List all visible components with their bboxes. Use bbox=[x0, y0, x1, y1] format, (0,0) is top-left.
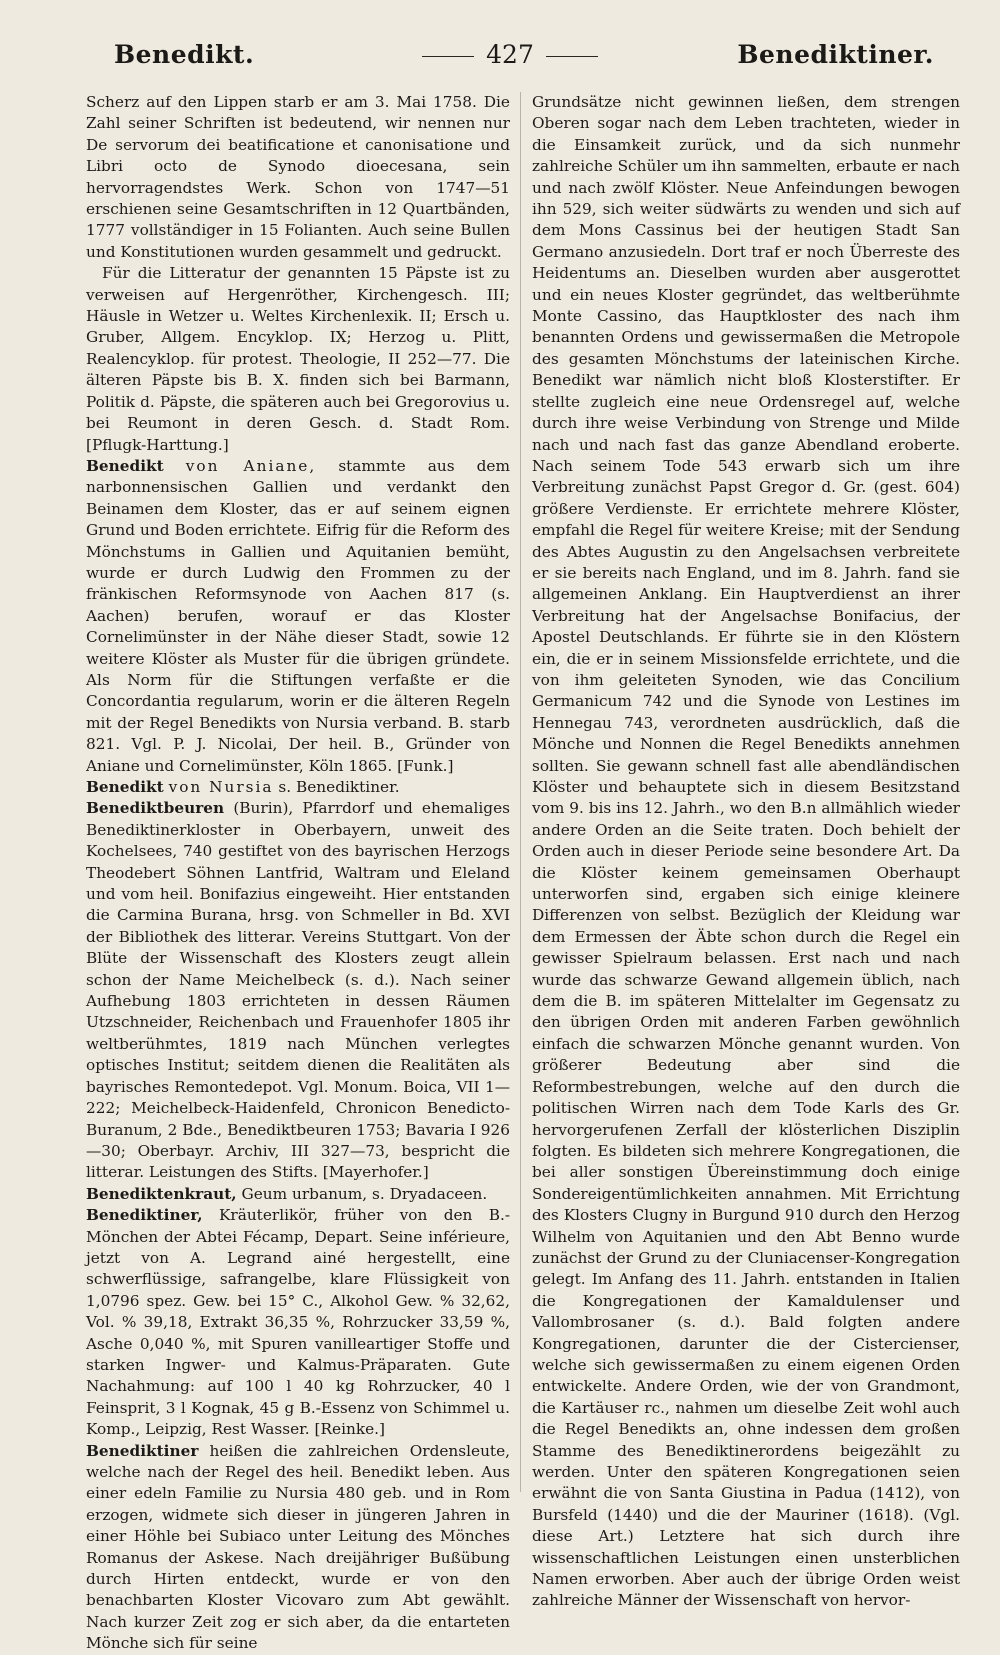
entry-headword: Benediktbeuren bbox=[86, 799, 225, 818]
entry-headword-suffix: von Aniane, bbox=[185, 456, 317, 475]
author-signature: [Pflugk-Harttung.] bbox=[86, 435, 229, 454]
entry-text: Geum urbanum, s. Dryadaceen. bbox=[241, 1184, 488, 1203]
paragraph-text: Für die Litteratur der genannten 15 Päpste ist zu verweisen auf Hergenröther, Kirchengesch. III; Häusle in Wetzer u. Weltes Kirchenlexik. II; Ersch u. Gruber, Allgem. Encyklop. IX; Herzog u. Plitt, Realencyklop. für protest. Theologie, II 252—77. Die älteren Päpste bis B. X. finden sich bei Barmann, Politik d. Päpste, die späteren auch bei Gregorovius u. bei Reumont in deren Gesch. d. Stadt Rom. bbox=[86, 264, 510, 433]
entry-benediktenkraut bbox=[86, 1184, 510, 1205]
paragraph: Grundsätze nicht gewinnen ließen, dem strengen Oberen sogar nach dem Leben trachteten, wieder in die Einsamkeit zurück, und da sich nunmehr zahlreiche Schüler um ihn sammelten, erbaute er nach und nach zwölf Klöster. Neue Anfeindungen bewogen ihn 529, sich weiter südwärts zu wenden und sich auf dem Mons Cassinus bei der heutigen Stadt San Germano anzusiedeln. Dort traf er noch Überreste des Heidentums an. Dieselben wurden aber ausgerottet und ein neues Kloster gegründet, das weltberühmte Monte Cassino, das Hauptkloster des nach ihm benannten Ordens und gewissermaßen die Metropole des gesamten Mönchstums der lateinischen Kirche. Benedikt war nämlich nicht bloß Klosterstifter. Er stellte zugleich eine neue Ordensregel auf, welche durch ihre weise Verbindung von Strenge und Milde nach und nach fast das ganze Abendland eroberte. Nach seinem Tode 543 erwarb sich um ihre Verbreitung zunächst Papst Gregor d. Gr. (gest. 604) größere Verdienste. Er errichtete mehrere Klöster, empfahl die Regel für weitere Kreise; mit der Sendung des Abtes Augustin zu den Angelsachsen verbreitete er sie bereits nach England, und im 8. Jahrh. fand sie allgemeinen Anklang. Ein Hauptverdienst an ihrer Verbreitung hat der Angelsachse Bonifacius, der Apostel Deutschlands. Er führte sie in den Klöstern ein, die er in seinem Missionsfelde errichtete, und die von ihm geleiteten Synoden, wie das Concilium Germanicum 742 und die Synode von Lestines im Hennegau 743, verordneten ausdrücklich, daß die Mönche und Nonnen die Regel Benedikts annehmen sollten. Sie gewann schnell fast alle abendländischen Klöster und behauptete sich in diesem Besitzstand vom 9. bis ins 12. Jahrh., wo den B.n allmählich wieder andere Orden an die Seite traten. Doch behielt der Orden auch in dieser Periode seine besondere Art. Da die Klöster keinem gemeinsamen Oberhaupt unterworfen sind, ergaben sich einige kleinere Differenzen von selbst. Bezüglich der Kleidung war dem Ermessen der Äbte schon durch die Regel ein gewisser Spielraum belassen. Erst nach und nach wurde das schwarze Gewand allgemein üblich, nach dem die B. im späteren Mittelalter im Gegensatz zu den übrigen Orden mit anderen Farben gewöhnlich einfach die schwarzen Mönche genannt wurden. Von größerer Bedeutung aber sind die Reformbestrebungen, welche auf den durch die politischen Wirren nach dem Tode Karls des Gr. hervorgerufenen Zerfall der klösterlichen Disziplin folgten. Es bildeten sich mehrere Kongregationen, die bei aller sonstigen Übereinstimmung doch einige Sondereigentümlichkeiten annahmen. Mit Errichtung des Klosters Clugny in Burgund 910 durch den Herzog Wilhelm von Aquitanien und den Abt Benno wurde zunächst der Grund zu der Cluniacenser-Kongregation gelegt. Im Anfang des 11. Jahrh. entstanden in Italien die Kongregationen der Kamaldulenser und Vallombrosaner (s. d.). Bald folgten andere Kongregationen, darunter die der Cistercienser, welche sich gewissermaßen zu einem eigenen Orden entwickelte. Andere Orden, wie der von Grandmont, die Kartäuser rc., nahmen um dieselbe Zeit wohl auch die Regel Benedikts an, ohne indessen dem großen Stamme des Benediktinerordens beigezählt zu werden. Unter den späteren Kongregationen seien erwähnt die von Santa Giustina in Padua (1412), von Bursfeld (1440) und die der Mauriner (1618). (Vgl. diese Art.) Letztere hat sich durch ihre wissenschaftlichen Leistungen einen unsterblichen Namen erworben. Aber auch der übrige Orden weist zahlreiche Männer der Wissenschaft von hervor- bbox=[532, 93, 960, 1610]
entry-text: (Burin), Pfarrdorf und ehemaliges Benediktinerkloster in Oberbayern, unweit des Kochelsees, 740 gestiftet von des bayrischen Herzogs Theodebert Söhnen Lantfrid, Waltram und Eleland und vom heil. Bonifazius eingeweiht. Hier entstanden die Carmina Burana, hrsg. von Schmeller in Bd. XVI der Bibliothek des litterar. Vereins Stuttgart. Von der Blüte der Wissenschaft des Klosters zeugt allein schon der Name Meichelbeck (s. d.). Nach seiner Aufhebung 1803 errichteten in dessen Räumen Utzschneider, Reichenbach und Frauenhofer 1805 ihr weltberühmtes, 1819 nach München verlegtes optisches Institut; seitdem dienen die Realitäten als bayrisches Remontedepot. Vgl. Monum. Boica, VII 1—222; Meichelbeck-Haidenfeld, Chronicon Benedicto-Buranum, 2 Bde., Benediktbeuren 1753; Bavaria I 926—30; Oberbayr. Archiv, III 327—73, bespricht die litterar. Leistungen des Stifts. bbox=[86, 799, 510, 1182]
author-signature: [Funk.] bbox=[397, 756, 454, 775]
entry-benediktbeuren bbox=[86, 798, 510, 1183]
entry-headword: Benedikt bbox=[86, 778, 164, 796]
header-rule-left bbox=[422, 56, 474, 57]
left-column bbox=[86, 92, 510, 1653]
right-running-head: Benediktiner. bbox=[737, 40, 934, 69]
left-running-head: Benedikt. bbox=[114, 40, 255, 69]
author-signature: [Mayerhofer.] bbox=[322, 1163, 429, 1182]
right-column bbox=[532, 92, 960, 1610]
entry-benedikt-nursia bbox=[86, 777, 510, 798]
entry-headword: Benediktiner bbox=[86, 1441, 199, 1460]
entry-headword: Benedikt bbox=[86, 456, 164, 475]
header-rule-right bbox=[546, 56, 598, 57]
entry-text: s. Benediktiner. bbox=[278, 778, 400, 796]
paragraph: Scherz auf den Lippen starb er am 3. Mai 1758. Die Zahl seiner Schriften ist bedeutend, wir nennen nur De servorum dei beatificatione et canonisatione und Libri octo de Synodo dioecesana, sein hervorragendstes Werk. Schon von 1747—51 erschienen seine Gesamtschriften in 12 Quartbänden, 1777 vollständiger in 15 Folianten. Auch seine Bullen und Konstitutionen wurden gesammelt und gedruckt. bbox=[86, 93, 510, 261]
entry-benedikt-aniane bbox=[86, 456, 510, 777]
page-number: 427 bbox=[486, 40, 534, 69]
entry-benediktiner-likoer bbox=[86, 1205, 510, 1440]
entry-text: Kräuterlikör, früher von den B.-Mönchen der Abtei Fécamp, Depart. Seine inférieure, jetzt von A. Legrand ainé hergestellt, eine schwerflüssige, safrangelbe, klare Flüssigkeit von 1,0796 spez. Gew. bei 15° C., Alkohol Gew. % 32,62, Vol. % 39,18, Extrakt 36,35 %, Rohrzucker 33,59 %, Asche 0,040 %, mit Spuren vanilleartiger Stoffe und starken Ingwer- und Kalmus-Präparaten. Gute Nachahmung: auf 100 l 40 kg Rohrzucker, 40 l Feinsprit, 3 l Kognak, 45 g B.-Essenz von Schimmel u. Komp., Leipzig, Rest Wasser. bbox=[86, 1206, 510, 1439]
entry-headword-suffix: von Nursia bbox=[168, 778, 274, 796]
author-signature: [Reinke.] bbox=[314, 1420, 385, 1439]
entry-headword: Benediktiner, bbox=[86, 1206, 203, 1225]
entry-headword: Benediktenkraut, bbox=[86, 1184, 237, 1203]
entry-benediktiner-orden bbox=[86, 1441, 510, 1655]
entry-text: heißen die zahlreichen Ordensleute, welche nach der Regel des heil. Benedikt leben. Aus einer edeln Familie zu Nursia 480 geb. und in Rom erzogen, widmete sich dieser in jüngeren Jahren in einer Höhle bei Subiaco unter Leitung des Mönches Romanus der Askese. Nach dreijähriger Bußübung durch Hirten entdeckt, wurde er von den benachbarten Kloster Vicovaro zum Abt gewählt. Nach kurzer Zeit zog er sich aber, da die entarteten Mönche sich für seine bbox=[86, 1441, 510, 1653]
entry-text: stammte aus dem narbonnensischen Gallien und verdankt den Beinamen dem Kloster, das er auf seinem eignen Grund und Boden errichtete. Eifrig für die Reform des Mönchstums in Gallien und Aquitanien bemüht, wurde er durch Ludwig den Frommen zu der fränkischen Reformsynode von Aachen 817 (s. Aachen) berufen, worauf er das Kloster Cornelimünster in der Nähe dieser Stadt, sowie 12 weitere Klöster als Muster für die übrigen gründete. Als Norm für die Stiftungen verfaßte er die Concordantia regularum, worin er die älteren Regeln mit der Regel Benedikts von Nursia verband. B. starb 821. Vgl. P. J. Nicolai, Der heil. B., Gründer von Aniane und Cornelimünster, Köln 1865. bbox=[86, 456, 510, 775]
paragraph bbox=[86, 263, 510, 456]
running-header bbox=[86, 40, 934, 84]
column-divider bbox=[520, 92, 521, 1492]
